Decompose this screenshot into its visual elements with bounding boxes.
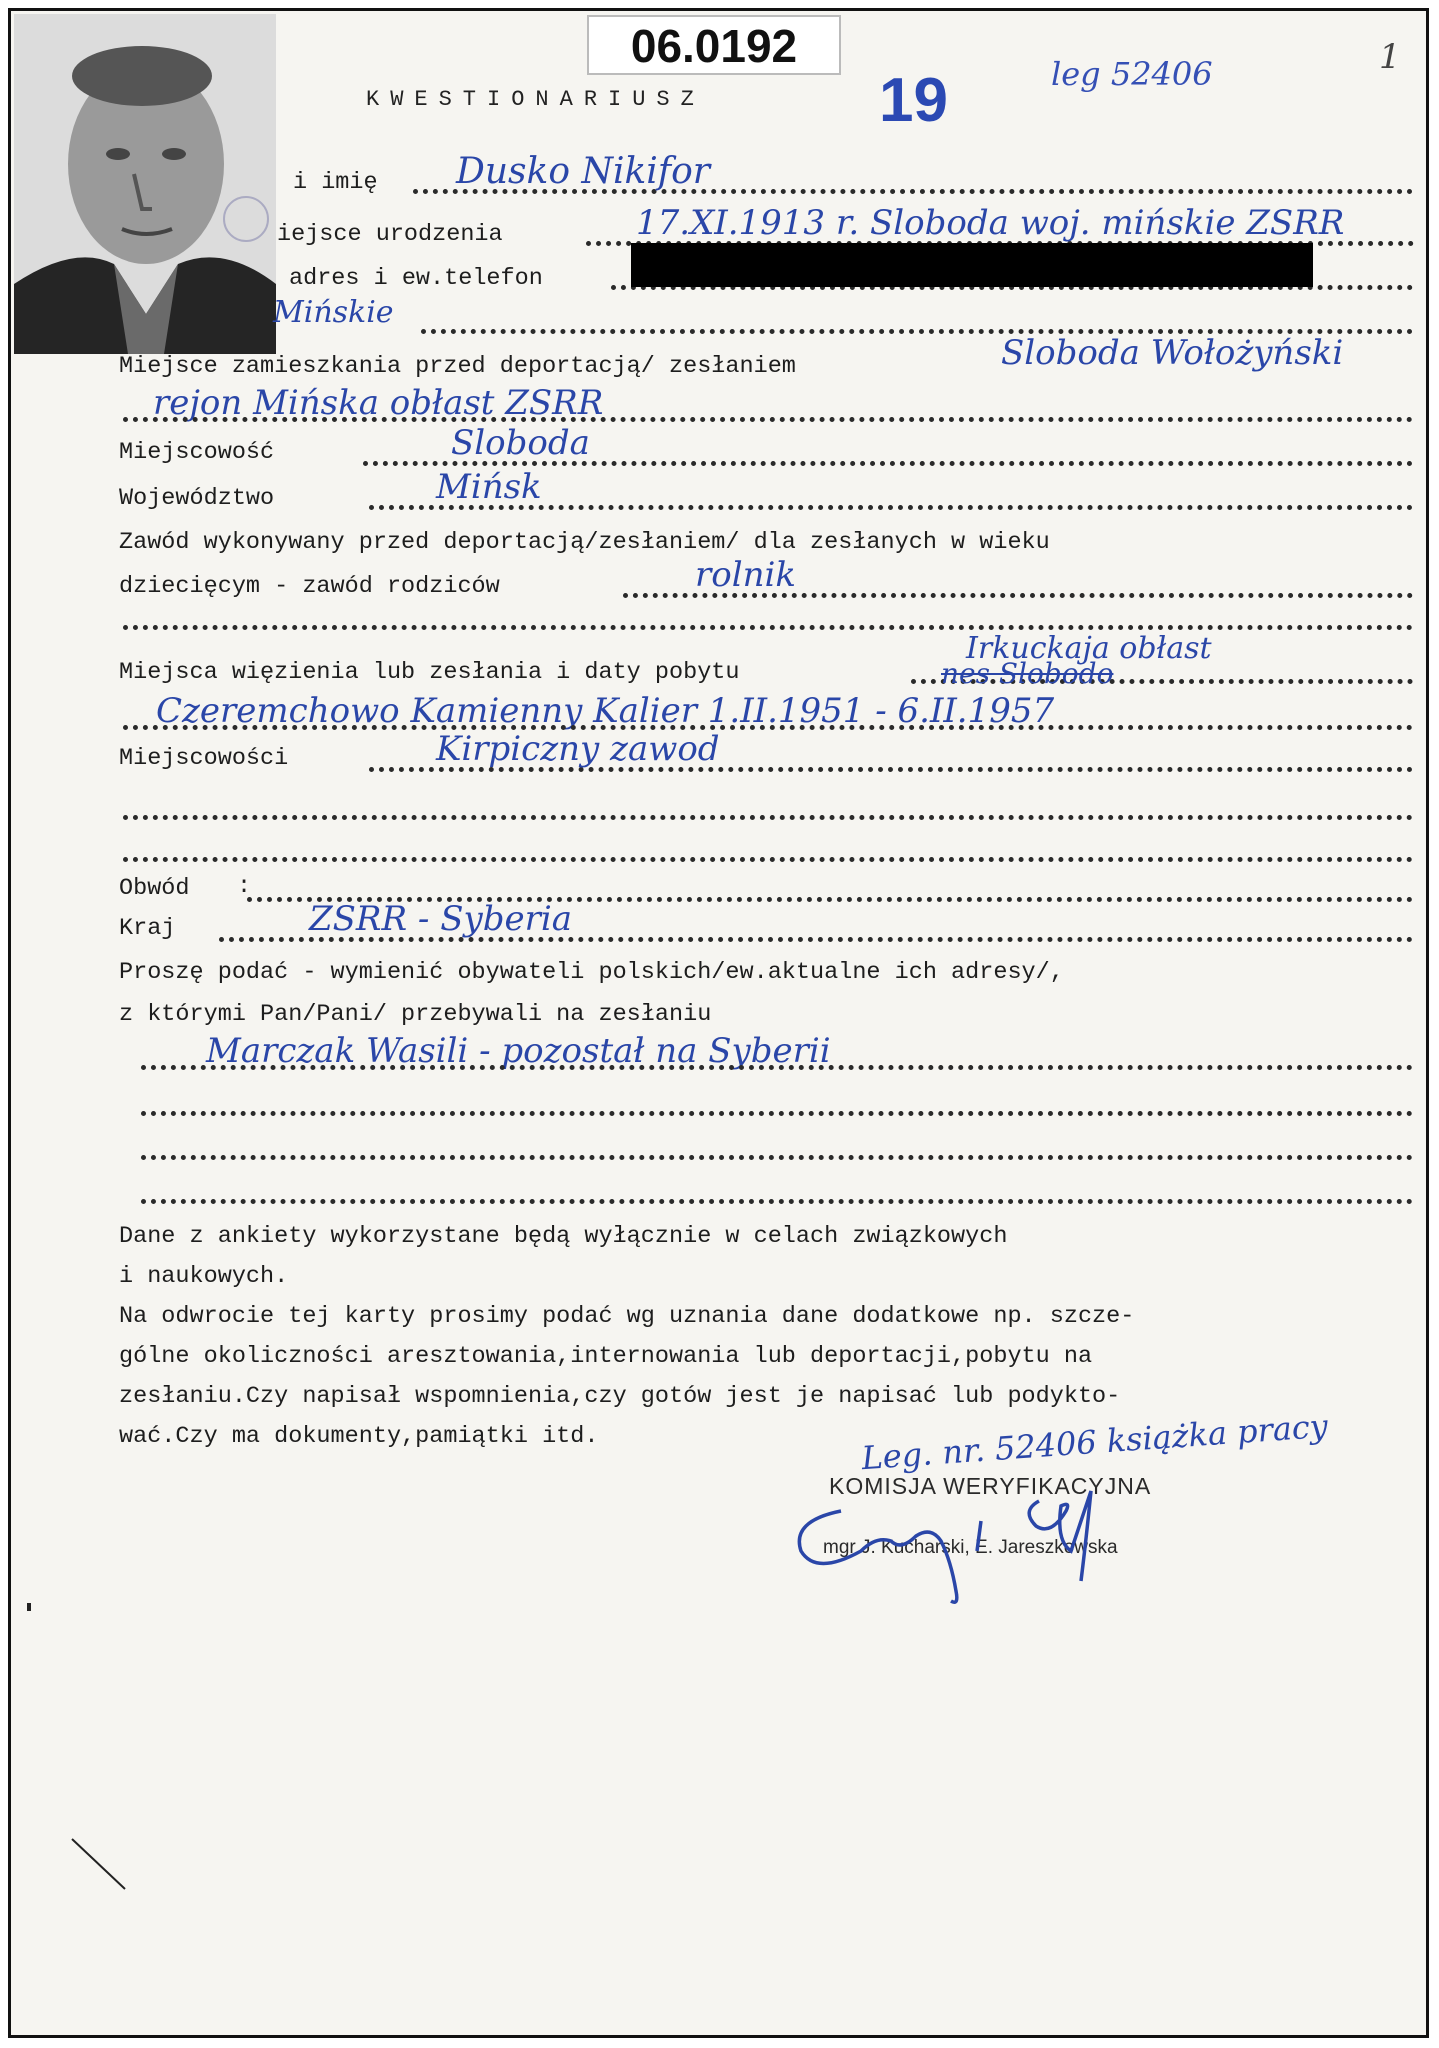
country-label: Kraj: [119, 915, 176, 942]
birth-value: 17.XI.1913 r. Sloboda woj. mińskie ZSRR: [636, 203, 1345, 243]
redaction-bar: [631, 243, 1313, 287]
handwritten-number-mark: 19: [879, 66, 948, 135]
voivodeship-label: Województwo: [119, 485, 275, 512]
birth-label: iejsce urodzenia: [277, 221, 503, 248]
commission-members: mgr J. Kucharski, E. Jareszkowska: [823, 1537, 1118, 1558]
imprisonment-line2: [123, 725, 1413, 730]
residence-value-line2: rejon Mińska obłast ZSRR: [153, 383, 604, 423]
companions-line-1: [141, 1065, 1413, 1070]
occupation-value: rolnik: [695, 555, 796, 595]
notice-line-4: gólne okoliczności aresztowania,internowania lub deportacji,pobytu na: [119, 1343, 1093, 1370]
companions-label-line2: z którymi Pan/Pani/ przebywali na zesłaniu: [119, 1001, 712, 1028]
residence-value: Sloboda Wołożyński: [1001, 333, 1344, 373]
imprisonment-label: Miejsca więzienia lub zesłania i daty pobytu: [119, 659, 740, 686]
name-label: i imię: [293, 169, 378, 196]
stray-dot-mark: [25, 1601, 35, 1613]
address-label: adres i ew.telefon: [289, 265, 543, 292]
archive-number-label: 06.0192: [587, 15, 841, 75]
form-title: KWESTIONARIUSZ: [366, 87, 705, 112]
occupation-label-line1: Zawód wykonywany przed deportacją/zesłaniem/ dla zesłanych w wieku: [119, 529, 1050, 556]
localities-label: Miejscowości: [119, 745, 289, 772]
companions-line-2: [141, 1111, 1413, 1116]
locality-value: Sloboda: [451, 423, 590, 463]
portrait-photo: [14, 14, 276, 354]
country-value: ZSRR - Syberia: [309, 899, 573, 939]
companions-value: Marczak Wasili - pozostał na Syberii: [206, 1031, 831, 1071]
leg-number-note: leg 52406: [1051, 55, 1213, 93]
address-continuation: Mińskie: [273, 295, 394, 330]
portrait-image: [14, 14, 276, 354]
signatures: [781, 1481, 1201, 1611]
companions-label-line1: Proszę podać - wymienić obywateli polskich/ew.aktualne ich adresy/,: [119, 959, 1064, 986]
notice-line-1: Dane z ankiety wykorzystane będą wyłącznie w celach związkowych: [119, 1223, 1008, 1250]
locality-label: Miejscowość: [119, 439, 275, 466]
occupation-extra-line: [123, 625, 1413, 630]
residence-label: Miejsce zamieszkania przed deportacją/ zesłaniem: [119, 353, 796, 380]
companions-line-4: [141, 1199, 1413, 1204]
stray-pen-mark: [67, 1831, 137, 1901]
imprisonment-above-note: Irkuckaja obłast: [966, 631, 1212, 666]
imprisonment-value: Czeremchowo Kamienny Kalier 1.II.1951 - 6.II.1957: [156, 691, 1055, 731]
notice-line-6: wać.Czy ma dokumenty,pamiątki itd.: [119, 1423, 599, 1450]
companions-line-3: [141, 1155, 1413, 1160]
district-colon: :: [237, 873, 252, 900]
imprisonment-struck-text: nes Slobodo: [941, 657, 1114, 690]
voivodeship-value: Mińsk: [436, 467, 542, 507]
district-label: Obwód: [119, 875, 190, 902]
notice-line-2: i naukowych.: [119, 1263, 289, 1290]
notice-line-3: Na odwrocie tej karty prosimy podać wg uznania dane dodatkowe np. szcze-: [119, 1303, 1135, 1330]
page-number-mark: 1: [1379, 37, 1401, 77]
localities-value: Kirpiczny zawod: [436, 729, 720, 769]
localities-extra-line-1: [123, 815, 1413, 820]
localities-extra-line-2: [123, 857, 1413, 862]
commission-title: KOMISJA WERYFIKACYJNA: [829, 1473, 1152, 1499]
residence-line2: [123, 417, 1413, 422]
notice-line-5: zesłaniu.Czy napisał wspomnienia,czy gotów jest je napisać lub podykto-: [119, 1383, 1121, 1410]
margin-note: Leg. nr. 52406 książka pracy: [860, 1406, 1329, 1478]
questionnaire-page: [8, 8, 1429, 2038]
occupation-label-line2: dziecięcym - zawód rodziców: [119, 573, 500, 600]
name-value: Dusko Nikifor: [456, 151, 711, 192]
